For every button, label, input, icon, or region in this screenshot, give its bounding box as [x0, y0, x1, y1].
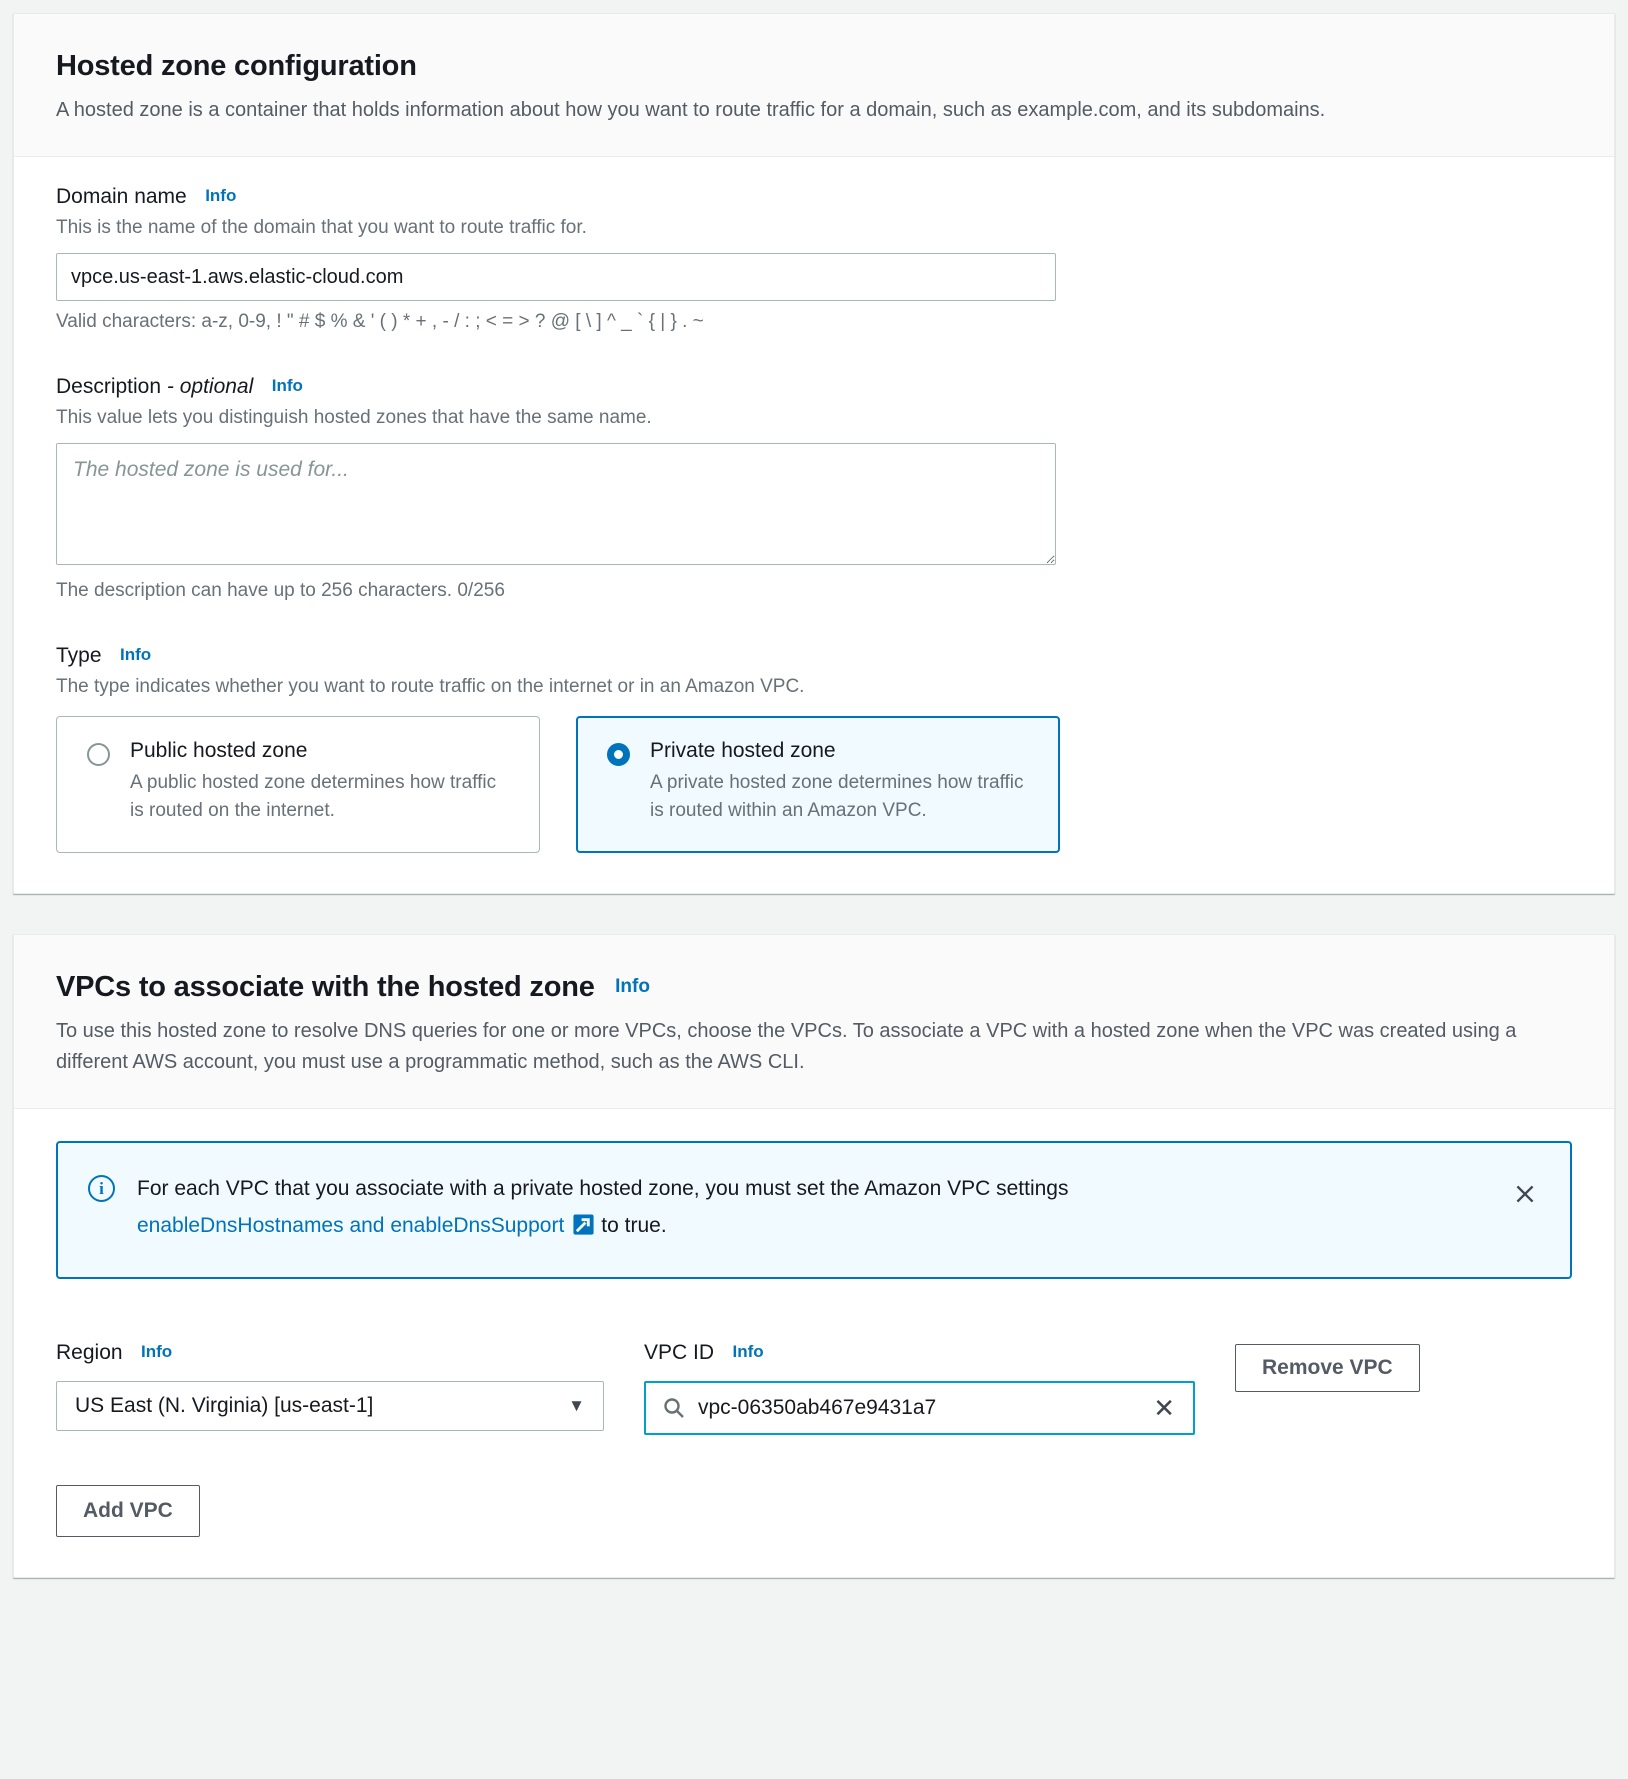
vpc-id-label-row	[644, 1341, 1195, 1365]
external-link-icon	[572, 1212, 595, 1249]
domain-name-info-link[interactable]: Info	[205, 186, 237, 205]
description-hint: This value lets you distinguish hosted zones that have the same name.	[56, 407, 652, 428]
domain-name-constraint: Valid characters: a-z, 0-9, ! " # $ % & ' ( ) * + , - / : ; < = > ? @ [ \ ] ^ _ ` { | } . ~	[56, 311, 704, 332]
public-hosted-zone-option-description: A public hosted zone determines how traffic is routed on the internet.	[130, 772, 497, 821]
vpcs-subtitle: To use this hosted zone to resolve DNS queries for one or more VPCs, choose the VPCs. To associate a VPC with a hosted zone when the VPC was created using a different AWS account, you must use a programmatic method, such as the AWS CLI.	[56, 1020, 1517, 1073]
type-label-row	[56, 644, 1572, 668]
vpcs-title: VPCs to associate with the hosted zone	[56, 971, 595, 1003]
vpc-id-label: VPC ID	[644, 1340, 715, 1364]
type-radio-group	[56, 716, 1572, 853]
description-field-group	[56, 375, 1572, 602]
public-hosted-zone-radio-icon[interactable]	[87, 743, 110, 766]
vpc-settings-info-alert	[56, 1141, 1572, 1279]
private-hosted-zone-option-title: Private hosted zone	[650, 739, 836, 762]
vpcs-to-associate-card	[13, 934, 1615, 1578]
add-vpc-button[interactable]: Add VPC	[56, 1485, 200, 1537]
domain-name-field-group	[56, 185, 1572, 333]
vpc-id-info-link[interactable]: Info	[732, 1341, 764, 1361]
region-label-row	[56, 1341, 604, 1365]
vpcs-card-header	[14, 935, 1614, 1109]
alert-text-before-link: For each VPC that you associate with a private hosted zone, you must set the Amazon VPC settings	[137, 1177, 1069, 1200]
hosted-zone-configuration-card	[13, 13, 1615, 894]
private-hosted-zone-radio-icon[interactable]	[607, 743, 630, 766]
public-hosted-zone-option-title: Public hosted zone	[130, 739, 308, 762]
private-hosted-zone-option[interactable]	[576, 716, 1060, 853]
vpc-id-search-box	[644, 1381, 1195, 1435]
hosted-zone-card-header	[14, 14, 1614, 157]
region-info-link[interactable]: Info	[141, 1341, 173, 1361]
hosted-zone-title: Hosted zone configuration	[56, 50, 417, 82]
close-icon[interactable]	[1508, 1177, 1542, 1214]
dropdown-caret-icon: ▼	[568, 1395, 585, 1415]
description-info-link[interactable]: Info	[271, 376, 303, 395]
enable-dns-settings-link[interactable]: enableDnsHostnames and enableDnsSupport	[137, 1213, 565, 1237]
vpcs-info-link[interactable]: Info	[615, 976, 650, 997]
description-textarea[interactable]	[56, 443, 1056, 565]
domain-name-label-row	[56, 185, 1572, 209]
domain-name-input[interactable]	[56, 253, 1056, 301]
hosted-zone-subtitle: A hosted zone is a container that holds information about how you want to route traffic for a domain, such as example.com, and its subdomains.	[56, 99, 1326, 121]
type-info-link[interactable]: Info	[119, 645, 152, 664]
description-label: Description - optional	[56, 375, 254, 398]
alert-text-after-link: to true.	[601, 1213, 667, 1237]
type-hint: The type indicates whether you want to route traffic on the internet or in an Amazon VPC.	[56, 676, 805, 697]
search-icon	[662, 1396, 686, 1420]
region-label: Region	[56, 1340, 123, 1364]
vpcs-card-body	[14, 1109, 1614, 1577]
info-icon: i	[88, 1175, 115, 1202]
hosted-zone-card-body	[14, 157, 1614, 893]
description-optional-suffix: - optional	[166, 375, 254, 398]
public-hosted-zone-option[interactable]	[56, 716, 540, 853]
vpc-id-input[interactable]	[698, 1396, 1151, 1420]
vpc-id-column	[644, 1341, 1195, 1435]
domain-name-label: Domain name	[56, 185, 187, 208]
region-select[interactable]	[56, 1381, 604, 1431]
region-select-value: US East (N. Virginia) [us-east-1]	[75, 1393, 374, 1417]
type-label: Type	[56, 644, 102, 667]
vpc-settings-alert-text	[137, 1171, 1486, 1249]
description-label-row	[56, 375, 1572, 399]
vpc-association-row	[56, 1341, 1572, 1435]
remove-vpc-button[interactable]: Remove VPC	[1235, 1344, 1420, 1392]
private-hosted-zone-option-description: A private hosted zone determines how traffic is routed within an Amazon VPC.	[650, 772, 1024, 821]
type-field-group	[56, 644, 1572, 853]
region-column	[56, 1341, 604, 1431]
description-constraint: The description can have up to 256 characters. 0/256	[56, 580, 505, 601]
domain-name-hint: This is the name of the domain that you want to route traffic for.	[56, 217, 587, 238]
clear-icon[interactable]: ✕	[1153, 1392, 1175, 1423]
